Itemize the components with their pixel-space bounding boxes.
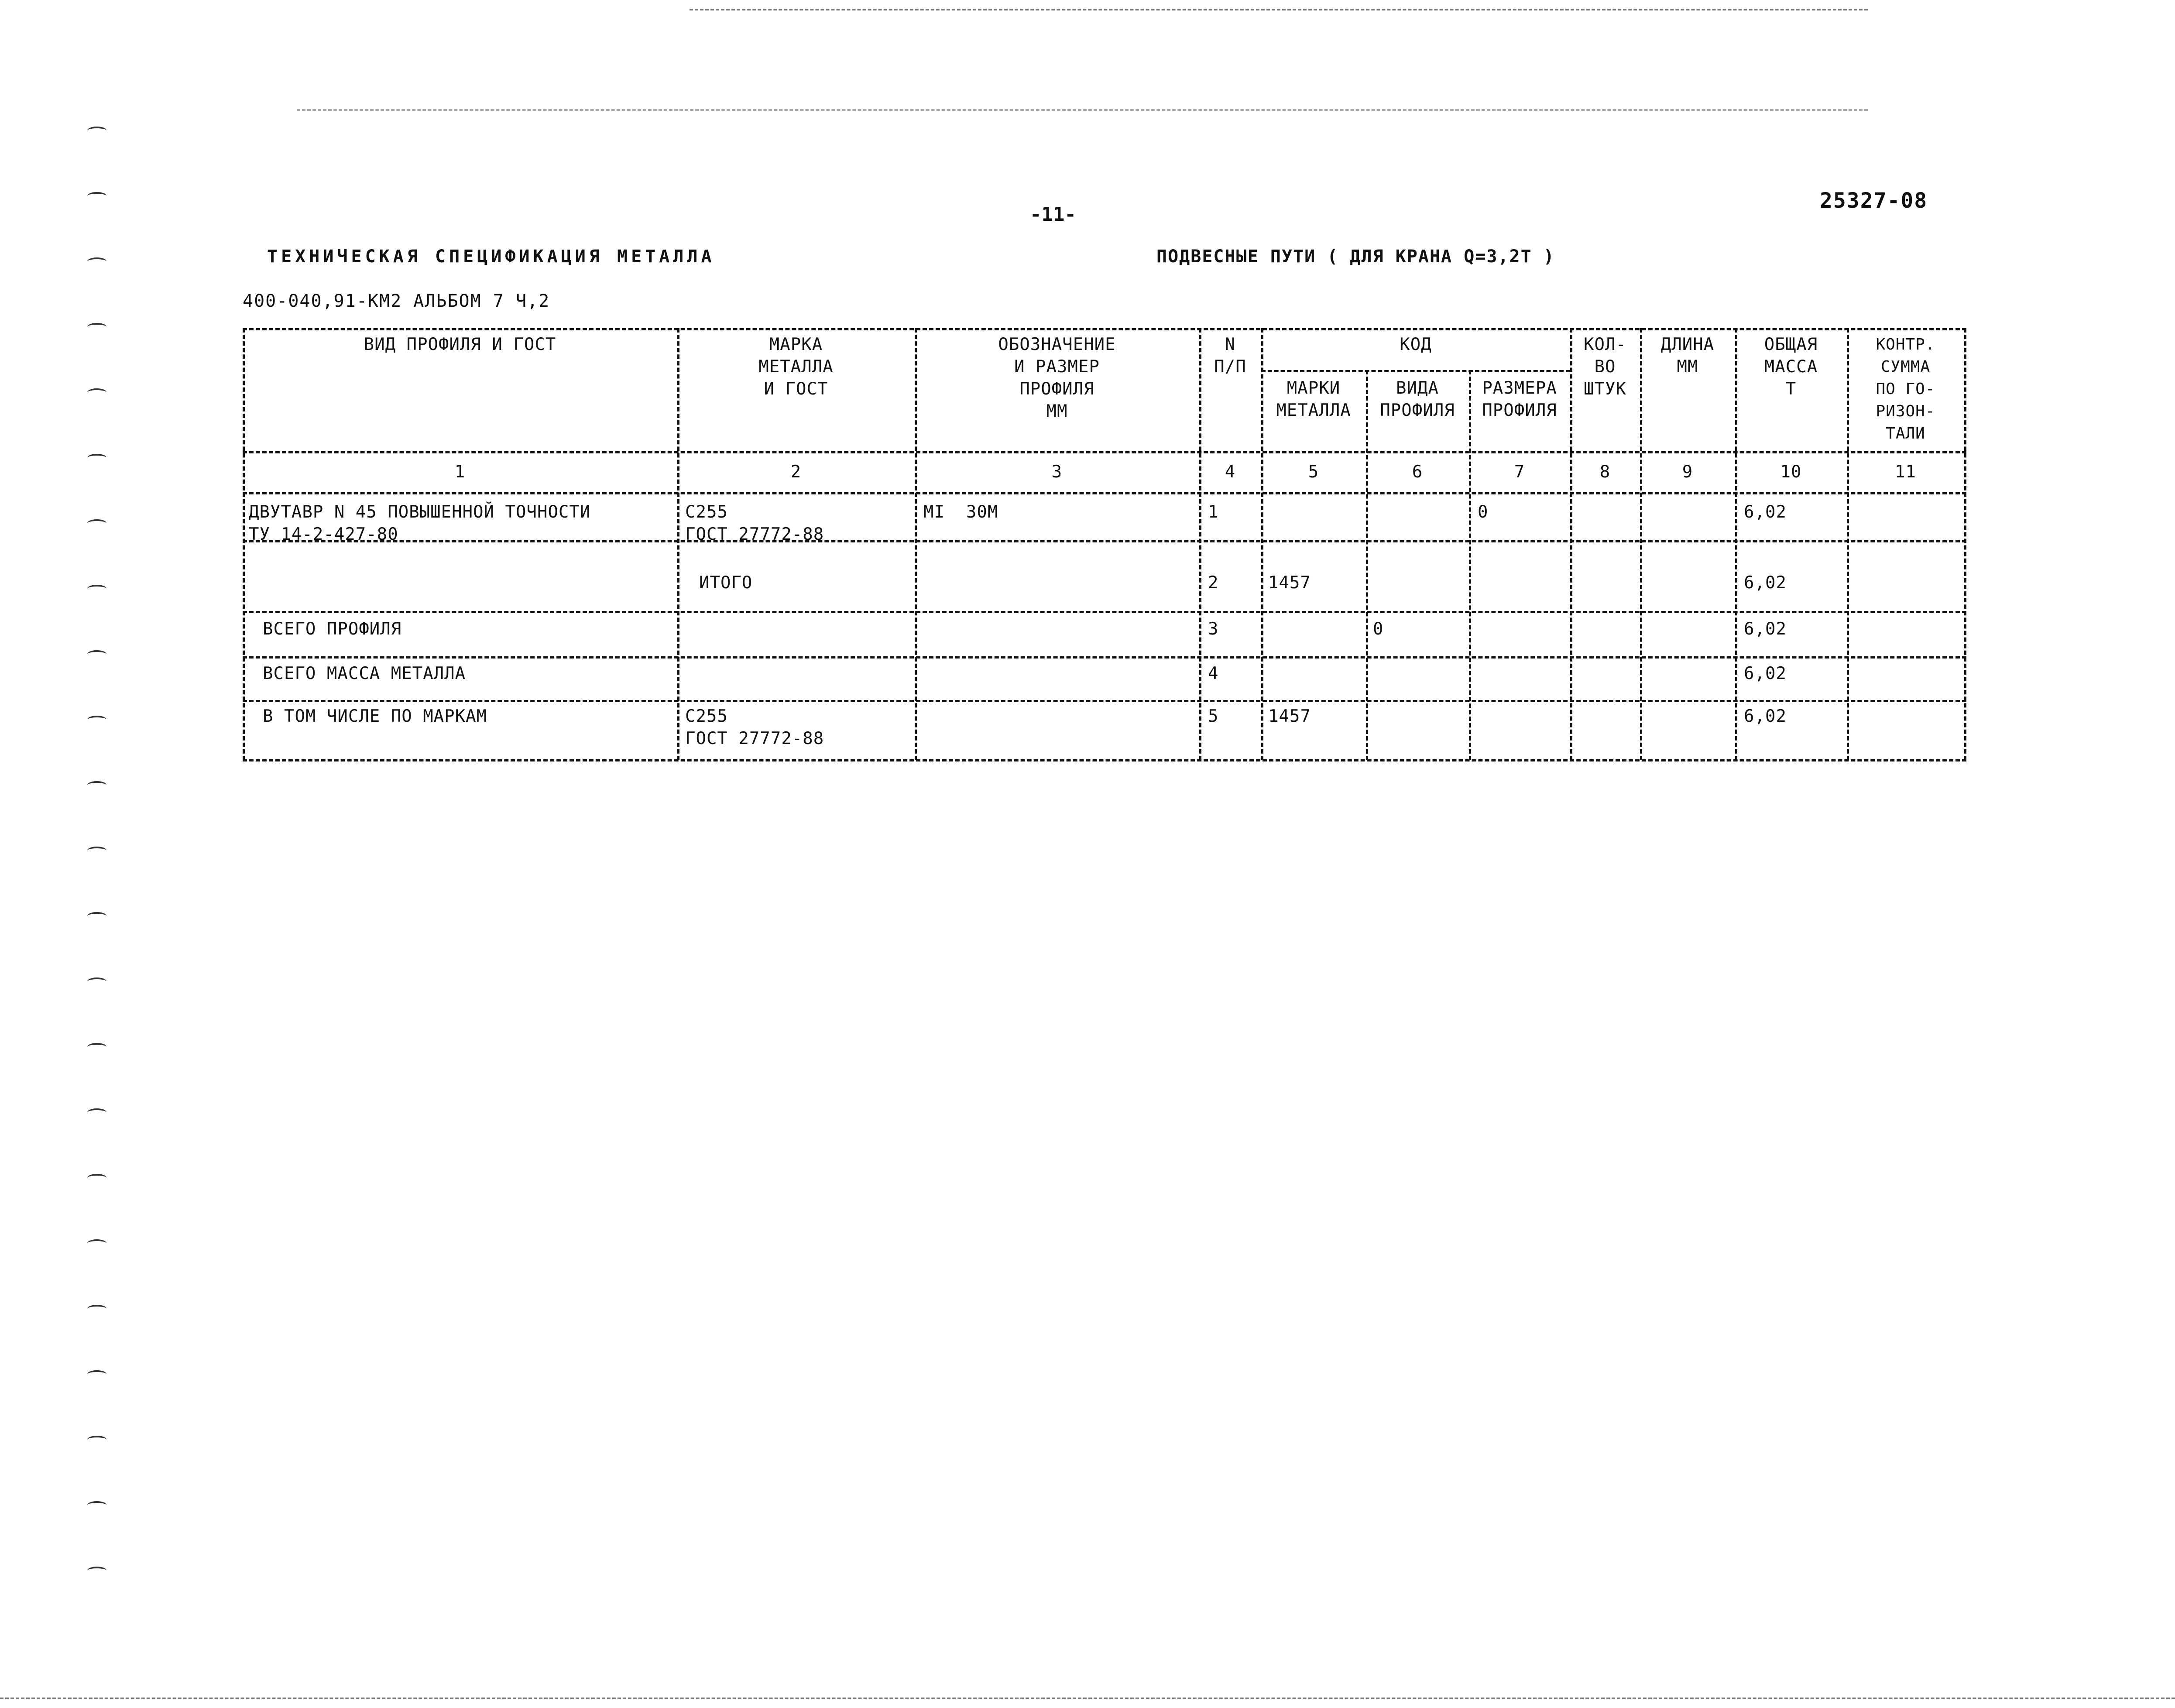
col-number-6: 6	[1412, 462, 1423, 482]
table-row-5-profile: В ТОМ ЧИСЛЕ ПО МАРКАМ	[263, 707, 487, 726]
table-row-3-mass: 6,02	[1744, 619, 1787, 639]
document-subtitle: ПОДВЕСНЫЕ ПУТИ ( ДЛЯ КРАНА Q=3,2Т )	[1156, 247, 1555, 267]
col-number-7: 7	[1514, 462, 1525, 482]
table-row-2-mass: 6,02	[1744, 573, 1787, 593]
table-row-1-number: 1	[1208, 502, 1219, 522]
table-row-4-number: 4	[1208, 664, 1219, 683]
table-row-3-profile: ВСЕГО ПРОФИЛЯ	[263, 619, 402, 639]
binding-marks	[87, 113, 113, 1641]
table-row-4-profile: ВСЕГО МАССА МЕТАЛЛА	[263, 664, 466, 683]
header-total-mass: ОБЩАЯ МАССА Т	[1764, 335, 1818, 399]
table-row-1-profile: ДВУТАВР N 45 ПОВЫШЕННОЙ ТОЧНОСТИ ТУ 14-2-427-80	[249, 502, 591, 544]
header-quantity: КОЛ- ВО ШТУК	[1584, 335, 1626, 399]
header-profile-size: ОБОЗНАЧЕНИЕ И РАЗМЕР ПРОФИЛЯ ММ	[998, 335, 1116, 421]
table-row-3-number: 3	[1208, 619, 1219, 639]
document-title: ТЕХНИЧЕСКАЯ СПЕЦИФИКАЦИЯ МЕТАЛЛА	[267, 247, 715, 267]
col-number-9: 9	[1682, 462, 1693, 482]
col-number-3: 3	[1051, 462, 1063, 482]
album-reference: 400-040,91-КМ2 АЛЬБОМ 7 Ч,2	[243, 291, 550, 311]
scan-edge-top	[690, 9, 1868, 10]
header-code-profile-size: РАЗМЕРА ПРОФИЛЯ	[1482, 378, 1557, 420]
header-item-number: N П/П	[1214, 335, 1246, 377]
col-number-4: 4	[1225, 462, 1236, 482]
table-row-1-size: МI 30М	[923, 502, 998, 522]
table-row-5-number: 5	[1208, 707, 1219, 726]
header-code-profile-type: ВИДА ПРОФИЛЯ	[1380, 378, 1455, 420]
table-row-3-code-profile: 0	[1373, 619, 1384, 639]
table-row-2-number: 2	[1208, 573, 1219, 593]
table-row-5-grade: С255 ГОСТ 27772-88	[685, 707, 824, 748]
scan-edge-bottom	[0, 1698, 2175, 1699]
col-number-2: 2	[790, 462, 802, 482]
table-row-2-code-metal: 1457	[1268, 573, 1311, 593]
table-row-1-code-size: 0	[1478, 502, 1489, 522]
col-number-10: 10	[1780, 462, 1802, 482]
table-row-5-mass: 6,02	[1744, 707, 1787, 726]
table-row-2-grade: ИТОГО	[699, 573, 753, 593]
header-length: ДЛИНА ММ	[1660, 335, 1715, 377]
header-code-group: КОД	[1400, 335, 1432, 354]
col-number-8: 8	[1599, 462, 1611, 482]
table-row-5-code-metal: 1457	[1268, 707, 1311, 726]
header-control-sum: КОНТР. СУММА ПО ГО- РИЗОН- ТАЛИ	[1876, 336, 1935, 442]
document-code: 25327-08	[1820, 189, 1928, 213]
table-row-1-mass: 6,02	[1744, 502, 1787, 522]
col-number-11: 11	[1895, 462, 1916, 482]
col-number-1: 1	[454, 462, 466, 482]
scan-edge-top-2	[297, 109, 1868, 111]
page-number: -11-	[1030, 203, 1076, 226]
specification-table	[243, 328, 1966, 760]
header-profile-type: ВИД ПРОФИЛЯ И ГОСТ	[364, 335, 556, 354]
table-row-1-grade: С255 ГОСТ 27772-88	[685, 502, 824, 544]
header-code-metal: МАРКИ МЕТАЛЛА	[1276, 378, 1351, 420]
col-number-5: 5	[1308, 462, 1319, 482]
header-metal-grade: МАРКА МЕТАЛЛА И ГОСТ	[758, 335, 834, 399]
table-row-4-mass: 6,02	[1744, 664, 1787, 683]
